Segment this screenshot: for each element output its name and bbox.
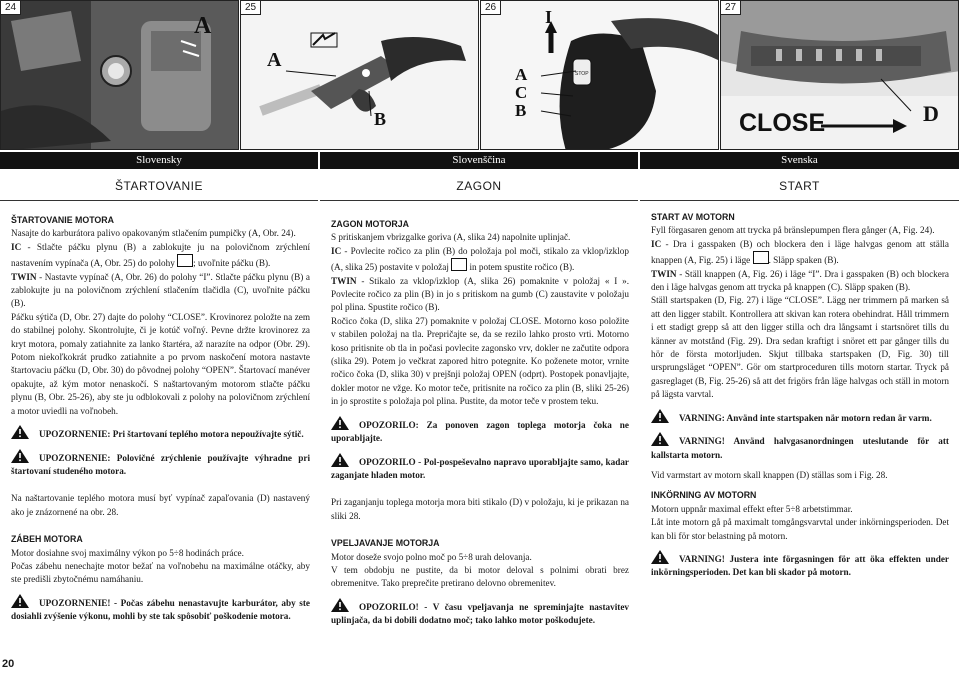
paragraph: Ročico čoka (D, slika 27) pomaknite v položaj CLOSE. Motorno koso položite v stabilen položaj na tla. Prepričajte se, da se rezilo lahko prosto vrti. Motorno koso pritisnite ob tla in počasi povlecite zagonsko vrv, dokler ne začutite odpora (slika 29). Potem jo večkrat zapored hitro potegnite. Ko poženete motor, vrnite ročico čoka (D, slika 30) v prejšnji položaj OPEN (odprt). Postopek ponavljajte, dokler motor ne vžge. Ko motor teče, pritisnite na ročico za plin (B, sliki 25-26) in jo sprostite s položaja pol plina. Pustite, da motor teče v prostem teku. xyxy=(331,315,629,407)
paragraph: Páčku sýtiča (D, Obr. 27) dajte do polohy “CLOSE”. Krovinorez položte na zem do stabilnej polohy. Skontrolujte, či je kotúč voľný. Pevne držte krovinorez za kryt motora, pomaly zatiahnite za lanko štartéra, až narazíte na odpor (Obr. 29). Potom niekoľkokrát prudko zatiahnite a po prvom naskočení motora nastavte štartovaciu páčku (D, Obr. 30) do pôvodnej polohy “OPEN”. Štartovací manéver opakujte, až kým motor nenaskočí. S naštartovaným motorom stlačte páčku plynu (B, Obr. 25-26), aby ste ju odblokovali z polohy na polovičnom zrýchlení a motor uviedli na voľnobeh. xyxy=(11,311,310,416)
label-b: B xyxy=(515,101,527,120)
warning-icon xyxy=(331,453,349,467)
figure-number: 26 xyxy=(481,1,501,15)
paragraph: Pri zaganjanju toplega motorja mora biti stikalo (D) v položaju, ki je prikazan na sliki 28. xyxy=(331,497,629,521)
throttle-handle-illustration xyxy=(241,1,479,150)
column-sk xyxy=(11,214,310,624)
figure-24 xyxy=(0,0,239,150)
close-label: CLOSE xyxy=(739,109,826,137)
label-d: D xyxy=(923,101,939,126)
paragraph: Motorn uppnår maximal effekt efter 5÷8 arbetstimmar. xyxy=(651,503,853,514)
column-sv xyxy=(651,211,949,580)
section-title-sk: ŠTARTOVANIE xyxy=(0,172,318,201)
warning-icon xyxy=(11,449,29,463)
page-number: 20 xyxy=(2,658,15,670)
label-a: A xyxy=(515,65,528,84)
figure-number: 27 xyxy=(721,1,741,15)
warning-icon xyxy=(331,598,349,612)
warning: OPOZORILO! - V času vpeljavanja ne spreminjajte nastavitev uplinjača, da bi dobili dodatno moč; tako lahko motor poškodujete. xyxy=(331,598,629,628)
label-a: A xyxy=(194,13,212,39)
paragraph: Počas zábehu nenechajte motor bežať na voľnobehu na maximálne otáčky, aby ste predišli zbytočnému namáhaniu. xyxy=(11,560,310,585)
warning: VARNING: Använd inte startspaken när motorn redan är varm. xyxy=(651,409,949,425)
warning: UPOZORNENIE! - Počas zábehu nenastavujte karburátor, aby ste dosiahli zvýšenie výkonu, mohli by ste tak spôsobiť poškodenie motora. xyxy=(11,594,310,624)
lang-bar-sv: Svenska xyxy=(640,152,959,169)
paragraph-twin: TWIN - Stikalo za vklop/izklop (A, slika 26) pomaknite v položaj « I ». Povlecite ročico za plin (B) in jo s pritiskom na gumb (C) zaustavite v položaju pol plina. Spustite ročico (B). xyxy=(331,275,629,313)
warning: VARNING! Använd halvgasanordningen uteslutande för att kallstarta motorn. xyxy=(651,432,949,462)
paragraph: Fyll förgasaren genom att trycka på bränslepumpen flera gånger (A, Fig. 24). xyxy=(651,225,935,236)
paragraph: Na naštartovanie teplého motora musí byť vypínač zapaľovania (D) nastavený ako je znázornené na obr. 28. xyxy=(11,493,310,517)
warning: UPOZORNENIE: Pri štartovaní teplého motora nepoužívajte sýtič. xyxy=(11,425,310,441)
paragraph: Motor dosiahne svoj maximálny výkon po 5÷8 hodinách práce. xyxy=(11,547,244,558)
label-a: A xyxy=(267,49,282,71)
warning-icon xyxy=(331,416,349,430)
heading-break-in: ZÁBEH MOTORA xyxy=(11,534,83,545)
heading-start: START AV MOTORN xyxy=(651,212,735,222)
half-throttle-icon xyxy=(177,254,193,267)
paragraph-ic: IC - Stlačte páčku plynu (B) a zablokujte ju na polovičnom zrýchlení nastavením vypínača (A, Obr. 25) do polohy ; uvoľnite páčku (B). xyxy=(11,241,310,269)
paragraph-twin: TWIN - Nastavte vypínač (A, Obr. 26) do polohy “I”. Stlačte páčku plynu (B) a zablokujte ju na polovičnom zrýchlení stlačením tlačidla (C), uvoľnite páčku (B). xyxy=(11,271,310,309)
half-throttle-icon xyxy=(451,258,467,271)
paragraph: Nasajte do karburátora palivo opakovaným stlačením pumpičky (A, Obr. 24). xyxy=(11,228,296,239)
warning-icon xyxy=(11,594,29,608)
paragraph: V tem obdobju ne pustite, da bi motor deloval s polnimi obrati brez obremenitve. Tako preprečite pretirano delovno obremenitev. xyxy=(331,564,629,589)
paragraph: Motor doseže svojo polno moč po 5÷8 urah delovanja. xyxy=(331,551,532,562)
heading-break-in: INKÖRNING AV MOTORN xyxy=(651,490,757,501)
paragraph-twin: TWIN - Ställ knappen (A, Fig. 26) i läge “I”. Dra i gasspaken (B) och blockera den i läge halvgas genom att trycka på knappen (C). Släpp spaken (B). xyxy=(651,268,949,293)
warning: OPOZORILO - Pol-pospeševalno napravo uporabljajte samo, kadar zaganjate hladen motor. xyxy=(331,453,629,483)
half-throttle-icon xyxy=(753,251,769,264)
paragraph: Låt inte motorn gå på maximalt tomgångsvarvtal under inkörningsperioden. Det kan bli för stor belastning på motorn. xyxy=(651,517,949,541)
paragraph: Vid varmstart av motorn skall knappen (D) ställas som i Fig. 28. xyxy=(651,469,888,480)
label-c: C xyxy=(515,83,528,102)
paragraph-ic: IC - Povlecite ročico za plin (B) do položaja pol moči, stikalo za vklop/izklop (A, slika 25) postavite v položaj in potem spustite ročico (B). xyxy=(331,245,629,273)
heading-break-in: VPELJAVANJE MOTORJA xyxy=(331,538,440,549)
warning-icon xyxy=(11,425,29,439)
heading-start: ŠTARTOVANIE MOTORA xyxy=(11,215,114,225)
figure-number: 24 xyxy=(1,1,21,15)
warning: OPOZORILO: Za ponoven zagon toplega motorja čoka ne uporabljajte. xyxy=(331,416,629,446)
warning: VARNING! Justera inte förgasningen för att öka effekten under inkörningsperioden. Det kan bli skador på motorn. xyxy=(651,550,949,580)
paragraph: Ställ startspaken (D, Fig. 27) i läge “CLOSE”. Lägg ner trimmern på marken så att den ligger stabilt. Kontrollera att skivan kan rotera obehindrat. Håll trimmern i ett stadigt grepp så att den ligger stilla och dra långsamt i startsnöret tills du känner av motstånd (Fig. 29). Dra sedan kraftigt i snöret ett par gånger tills du hör de första motorljuden. Skjut tillbaka startspaken (D, Fig. 30) till ursprungsläget “OPEN”. Gör om startproceduren tills motorn startar. Tryck på gasreglaget (B, Fig. 25-26) så att det frigörs från läge halvgas och ställ in motorn på lägsta varvtal. xyxy=(651,295,949,400)
warning-icon xyxy=(651,550,669,564)
section-title-sv: START xyxy=(640,172,959,201)
label-i: I xyxy=(545,7,553,27)
section-title-sl: ZAGON xyxy=(320,172,638,201)
stop-label: STOP xyxy=(575,71,589,77)
warning-icon xyxy=(651,432,669,446)
paragraph: S pritiskanjem vbrizgalke goriva (A, slika 24) napolnite uplinjač. xyxy=(331,232,571,243)
lang-bar-sl: Slovenščina xyxy=(320,152,638,169)
warning-icon xyxy=(651,409,669,423)
label-b: B xyxy=(374,109,387,129)
column-sl xyxy=(331,218,629,628)
warning: UPOZORNENIE: Polovičné zrýchlenie používajte výhradne pri štartovaní studeného motora. xyxy=(11,449,310,479)
figure-27 xyxy=(720,0,959,150)
figure-25 xyxy=(240,0,479,150)
figure-26 xyxy=(480,0,719,150)
heading-start: ZAGON MOTORJA xyxy=(331,219,410,229)
lang-bar-sk: Slovensky xyxy=(0,152,318,169)
paragraph-ic: IC - Dra i gasspaken (B) och blockera den i läge halvgas genom att ställa knappen (A, Fig. 25) i läge . Släpp spaken (B). xyxy=(651,238,949,266)
figure-number: 25 xyxy=(241,1,261,15)
